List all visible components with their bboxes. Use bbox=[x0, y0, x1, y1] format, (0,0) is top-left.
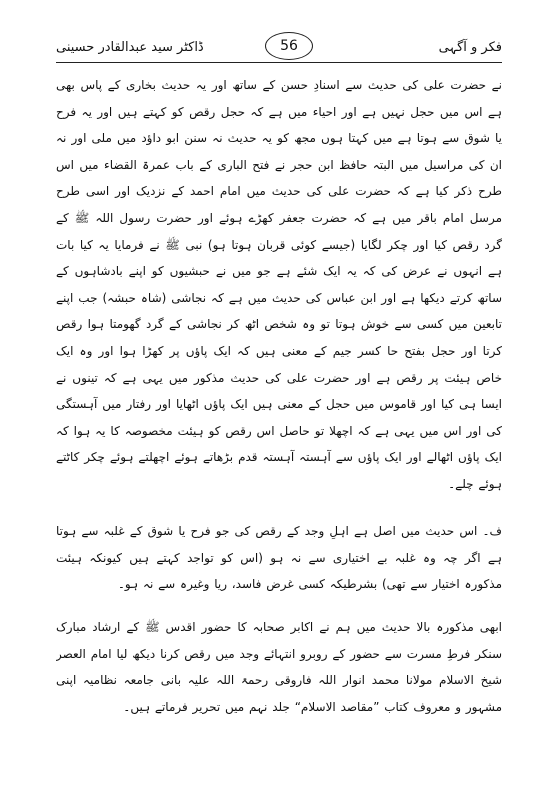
paragraph-spacer bbox=[56, 594, 502, 614]
header-divider bbox=[56, 62, 502, 63]
page-number: 56 bbox=[265, 32, 313, 60]
paragraph-hadith-discussion: نے حضرت علی کی حدیث سے اسنادِ حسن کے ساتھ اور یہ حدیث بخاری کے پاس بھی ہے اس میں حجل نہیں ہے اور احیاء میں ہے کہ حجل رقص کو کہتے ہیں اور یہ فرح یا شوق سے ہوتا ہے میں کہتا ہوں مجھ کو یہ حدیث نہ سنن ابو داؤد میں ملی اور نہ ان کی مراسیل میں البتہ حافظ ابن حجر نے فتح الباری کے باب عمرۃ القضاء میں اس طرح ذکر کیا ہے کہ حضرت علی کی حدیث میں امام احمد کے نزدیک اور اسی طرح مرسل امام باقر میں ہے کہ حضرت جعفر کھڑے ہوئے اور حضرت رسول اللہ ﷺ کے گرد رقص کیا اور چکر لگایا (جیسے کوئی قربان ہوتا ہو) نبی ﷺ نے فرمایا یہ کیا بات ہے انہوں نے عرض کی کہ یہ ایک شئے ہے جو میں نے حبشیوں کو اپنے بادشاہوں کے ساتھ کرتے دیکھا ہے اور ابن عباس کی حدیث میں ہے کہ نجاشی (شاہ حبشہ) جب اپنے تابعین میں کسی سے خوش ہوتا تو وہ شخص اٹھ کر نجاشی کے گرد گھومتا ہوا رقص کرتا اور حجل بفتح حا کسر جیم کے معنی ہیں کہ ایک پاؤں پر کھڑا ہوا اور وہ ایک خاص ہیئت پر رقص ہے اور حضرت علی کی حدیث مذکور میں یہی ہے کہ تینوں نے ایسا ہی کیا اور قاموس میں حجل کے معنی ہیں ایک پاؤں اٹھایا اور رفتار میں آہستگی کی اور اس میں یہی ہے کہ اچھلا تو حاصل اس رقص کو ہیئت مخصوصہ کا یہ ہوا کہ ایک پاؤں اٹھالے اور ایک پاؤں سے آہستہ آہستہ قدم بڑھاتے ہوئے اچھلتے ہوئے چکر کاٹتے ہوئے چلے۔ bbox=[56, 78, 502, 491]
book-title: فکر و آگہی bbox=[438, 40, 502, 55]
paragraph-spacer bbox=[56, 498, 502, 518]
paragraph-citation: ابھی مذکورہ بالا حدیث میں ہم نے اکابر صحابہ کا حضور اقدس ﷺ کے ارشاد مبارک سنکر فرطِ مسرت سے حضور کے روبرو انتہائے وجد میں رقص کرنا دیکھ لیا امام العصر شیخ الاسلام مولانا محمد انوار اللہ فاروقی رحمۃ اللہ علیہ بانی جامعہ نظامیہ اپنی مشہور و معروف کتاب ”مقاصد الاسلام“ جلد نہم میں تحریر فرماتے ہیں۔ bbox=[56, 620, 502, 714]
page-header bbox=[56, 32, 502, 66]
author-name: ڈاکٹر سید عبدالقادر حسینی bbox=[56, 40, 204, 55]
paragraph-note: ف۔ اس حدیث میں اصل ہے اہلِ وجد کے رقص کی جو فرح یا شوق کے غلبہ سے ہوتا ہے اگر چہ وہ غلبہ بے اختیاری سے نہ ہو (اس کو تواجد کہتے ہیں کیونکہ ہیئت مذکورہ اختیار سے تھی) بشرطیکہ کسی غرض فاسد، ریا وغیرہ سے نہ ہو۔ bbox=[56, 524, 502, 592]
page-body bbox=[56, 72, 502, 720]
